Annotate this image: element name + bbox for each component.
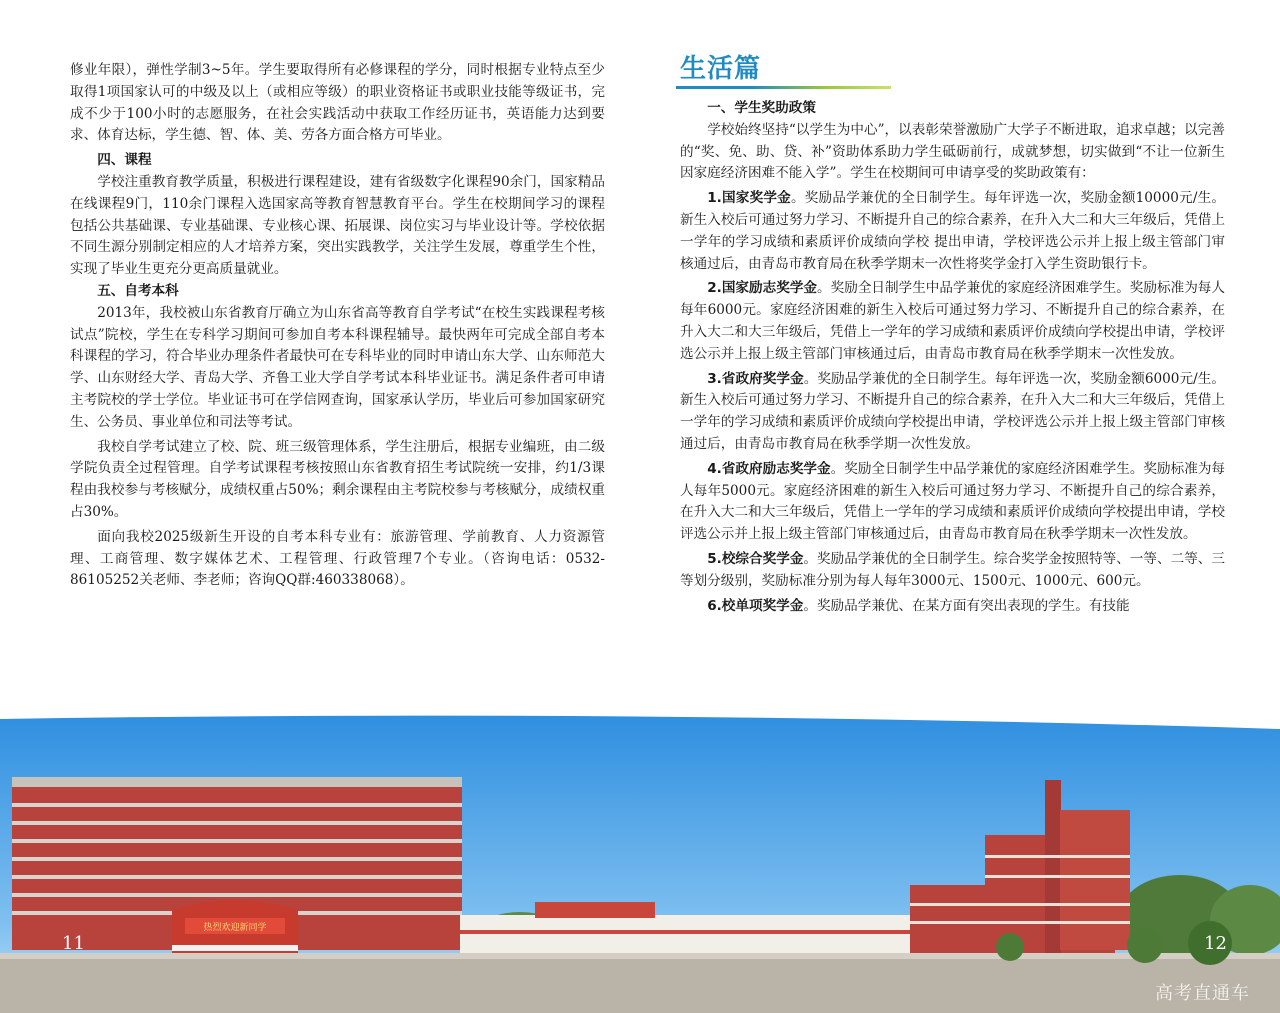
scholarship-title: 3.省政府奖学金 — [707, 370, 804, 387]
left-page-text — [70, 60, 605, 592]
scholarship-text: 。奖励全日制学生中品学兼优的家庭经济困难学生。奖励标准为每人每年6000元。家庭经济困难的新生入校后可通过努力学习、不断提升自己的综合素养，在升入大二和大三年级后，凭借上一学年的学习成绩和素质评价成绩向学校提出申请，学校评选公示并上报上级主管部门审核通过后，由青岛市教育局在秋季学期末一次性发放。 — [680, 280, 1225, 362]
campus-illustration — [0, 715, 1280, 1013]
campus-photo — [0, 715, 1280, 1013]
paragraph-courses: 学校注重教育教学质量，积极进行课程建设，建有省级数字化课程90余门，国家精品在线课程9门，110余门课程入选国家高等教育智慧教育平台。学生在校期间学习的课程包括公共基础课、专业基础课、专业核心课、拓展课、岗位实习与毕业设计等。学校依据不同生源分别制定相应的人才培养方案，突出实践教学，关注学生发展，尊重学生个性，实现了毕业生更充分更高质量就业。 — [70, 173, 605, 278]
scholarship-item — [680, 549, 1225, 593]
page-number-right: 12 — [1204, 933, 1227, 954]
scholarship-title: 6.校单项奖学金 — [707, 597, 804, 614]
scholarship-item — [680, 188, 1225, 275]
right-page-text — [680, 98, 1225, 617]
paragraph-self-study-3: 面向我校2025级新生开设的自考本科专业有：旅游管理、学前教育、人力资源管理、工商管理、数字媒体艺术、工程管理、行政管理7个专业。（咨询电话：0532-86105252关老师、李老师；咨询QQ群:460338068）。 — [70, 528, 605, 589]
title-underline — [676, 86, 891, 89]
page-number-left: 11 — [62, 933, 85, 954]
heading-courses: 四、课程 — [97, 152, 152, 169]
scholarship-text: 。奖励品学兼优的全日制学生。综合奖学金按照特等、一等、二等、三等划分级别，奖励标准分别为每人每年3000元、1500元、1000元、600元。 — [680, 550, 1226, 589]
paragraph-self-study-1: 2013年，我校被山东省教育厅确立为山东省高等教育自学考试“在校生实践课程考核试点”院校，学生在专科学习期间可参加自考本科课程辅导。最快两年可完成全部自考本科课程的学习，符合毕业办理条件者最快可在专科毕业的同时申请山东大学、山东师范大学、山东财经大学、青岛大学、齐鲁工业大学自学考试本科毕业证书。满足条件者可申请主考院校的学士学位。毕业证书可在学信网查询，国家承认学历，毕业后可参加国家研究生、公务员、事业单位和司法等考试。 — [70, 304, 605, 430]
section-title: 生活篇 — [680, 54, 762, 84]
scholarship-item — [680, 596, 1225, 618]
heading-self-study: 五、自考本科 — [97, 282, 179, 299]
scholarship-title: 5.校综合奖学金 — [707, 550, 804, 567]
watermark-text: 高考直通车 — [1155, 983, 1250, 1004]
banner-text: 热烈欢迎新同学 — [203, 923, 267, 933]
scholarship-text: 。奖励品学兼优的全日制学生。每年评选一次，奖励金额10000元/生。新生入校后可通过努力学习、不断提升自己的综合素养，在升入大二和大三年级后，凭借上一学年的学习成绩和素质评价成绩向学校 提出申请，学校评选公示并上报上级主管部门审核通过后，由青岛市教育局在秋季学期末一次性将奖学金打入学生资助银行卡。 — [680, 190, 1226, 272]
scholarship-title: 4.省政府励志奖学金 — [707, 460, 831, 477]
scholarship-text: 。奖励品学兼优的全日制学生。每年评选一次，奖励金额6000元/生。新生入校后可通过努力学习、不断提升自己的综合素养，在升入大二和大三年级后，凭借上一学年的学习成绩和素质评价成绩向学校提出申请，学校评选公示并上报上级主管部门审核通过后，由青岛市教育局在秋季学期一次性发放。 — [680, 370, 1225, 452]
heading-scholarships: 一、学生奖助政策 — [707, 100, 816, 116]
scholarship-text: 。奖励全日制学生中品学兼优的家庭经济困难学生。奖励标准为每人每年5000元。家庭经济困难的新生入校后可通过努力学习、不断提升自己的综合素养，在升入大二和大三年级后，凭借上一学年的学习成绩和素质评价成绩向学校提出申请，学校评选公示并上报上级主管部门审核通过后，由青岛市教育局在秋季学期末一次性发放。 — [680, 460, 1226, 543]
scholarship-title: 2.国家励志奖学金 — [707, 280, 818, 297]
paragraph-intro: 学校始终坚持“以学生为中心”，以表彰荣誉激励广大学子不断进取，追求卓越；以完善的“奖、免、助、贷、补”资助体系助力学生砥砺前行，成就梦想，切实做到“不让一位新生因家庭经济困难不能入学”。学生在校期间可申请享受的奖助政策有： — [680, 121, 1225, 182]
scholarship-title: 1.国家奖学金 — [707, 190, 791, 207]
scholarship-item — [680, 459, 1225, 546]
scholarship-item — [680, 278, 1225, 365]
scholarship-text: 。奖励品学兼优、在某方面有突出表现的学生。有技能 — [803, 597, 1130, 614]
paragraph-self-study-2: 我校自学考试建立了校、院、班三级管理体系，学生注册后，根据专业编班，由二级学院负责全过程管理。自学考试课程考核按照山东省教育招生考试院统一安排，约1/3课程由我校参与考核赋分，成绩权重占50%；剩余课程由主考院校参与考核赋分，成绩权重占30%。 — [70, 438, 605, 520]
paragraph-graduation: 修业年限），弹性学制3~5年。学生要取得所有必修课程的学分，同时根据专业特点至少取得1项国家认可的中级及以上（或相应等级）的职业资格证书或职业技能等级证书，完成不少于100小时的志愿服务，在社会实践活动中获取工作经历证书，英语能力达到要求、体育达标，学生德、智、体、美、劳各方面合格方可毕业。 — [70, 62, 605, 144]
scholarship-item — [680, 369, 1225, 456]
